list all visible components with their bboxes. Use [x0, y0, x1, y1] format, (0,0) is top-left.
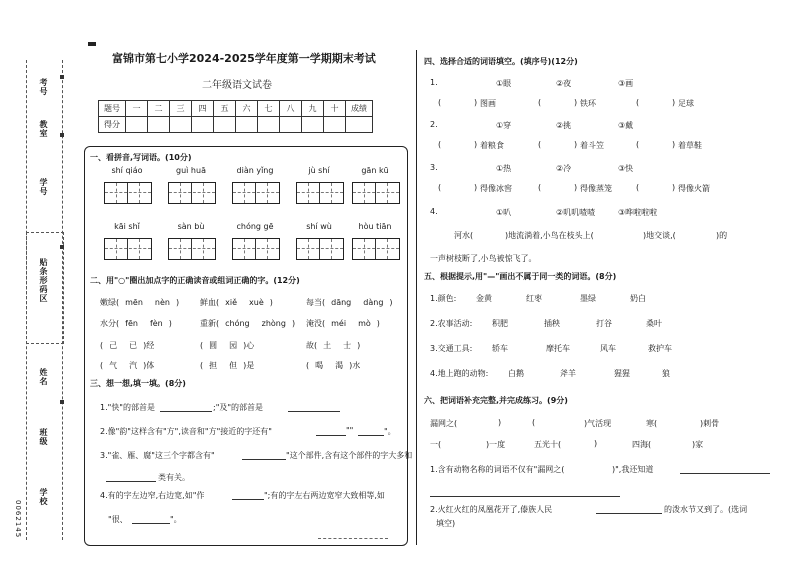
reading-choice-item	[100, 318, 172, 329]
pinyin-label: shí qiáo	[111, 166, 143, 175]
idiom-part: 寒(	[646, 419, 658, 428]
paren-blank[interactable]: )	[672, 183, 676, 192]
answer-line[interactable]	[680, 473, 770, 474]
choice-part: )是	[243, 361, 255, 370]
grid-guide-v	[331, 183, 332, 203]
grid-guide-v	[203, 239, 204, 259]
choice-part: )	[376, 319, 380, 328]
grid-guide-v	[267, 183, 268, 203]
binding-label-kaohao: 考号	[39, 78, 48, 96]
score-cell[interactable]	[302, 117, 324, 133]
pinyin-label: shí wù	[306, 222, 332, 231]
score-header-cell: 一	[126, 101, 148, 117]
choice-part[interactable]: 喝	[315, 361, 324, 370]
pinyin-label: guì huā	[176, 166, 206, 175]
q3-1-text-a: 1."快"的部首是	[100, 403, 155, 412]
reading-choice-item	[100, 297, 179, 308]
choice-part: (	[306, 361, 310, 370]
item-number: 2.	[430, 120, 438, 129]
score-cell[interactable]	[192, 117, 214, 133]
choice-part: 嫩绿(	[100, 298, 120, 307]
reading-choice-item	[100, 360, 154, 371]
category-label: 1.颜色:	[430, 294, 457, 303]
grid-guide-h	[297, 192, 343, 193]
choice-part[interactable]: 担	[209, 361, 218, 370]
grid-guide-v	[244, 239, 245, 259]
q3-3-text-a: 3."雀、雁、腐"这三个字都含有"	[100, 451, 215, 460]
score-cell[interactable]	[148, 117, 170, 133]
score-cell[interactable]	[170, 117, 192, 133]
paren-blank[interactable]: )	[672, 140, 676, 149]
pinyin-label: sàn bù	[177, 222, 205, 231]
score-cell[interactable]	[258, 117, 280, 133]
choice-part: )经	[143, 341, 155, 350]
q3-2-text-b: ""	[346, 426, 354, 435]
score-header-cell: 四	[192, 101, 214, 117]
answer-line[interactable]	[288, 411, 340, 412]
binding-dot	[60, 400, 64, 404]
choice-part[interactable]: 士	[343, 341, 352, 350]
tianzi-grid[interactable]	[296, 182, 344, 204]
paren-blank[interactable]: )	[574, 183, 578, 192]
section4-title: 四、选择合适的词语填空。(填序号)(12分)	[424, 57, 578, 66]
section3-title: 三、想一想,填一填。(8分)	[90, 379, 186, 388]
score-row-label: 得分	[99, 117, 126, 133]
paren-blank[interactable]: (	[636, 140, 640, 149]
score-table	[98, 100, 373, 133]
option-label: ②挑	[556, 121, 572, 130]
paren-blank[interactable]: (	[538, 183, 542, 192]
choice-part: 淹没(	[306, 319, 326, 328]
answer-line[interactable]	[430, 496, 620, 497]
paren-blank[interactable]: )	[672, 98, 676, 107]
choice-part[interactable]: nèn	[154, 298, 170, 307]
grid-guide-v	[180, 183, 181, 203]
q6-2-text-a: 2.火红火红的凤凰花开了,傣族人民	[430, 505, 553, 514]
blank-word: 铁环	[580, 99, 596, 108]
grid-guide-v	[364, 183, 365, 203]
score-header-cell: 九	[302, 101, 324, 117]
choice-part[interactable]: zhòng	[261, 319, 286, 328]
answer-line[interactable]	[358, 435, 384, 436]
idiom-part: 五光十(	[534, 440, 562, 449]
paren-blank[interactable]: (	[636, 98, 640, 107]
score-header-cell: 三	[170, 101, 192, 117]
paren-blank[interactable]: (	[538, 98, 542, 107]
choice-part[interactable]: chóng	[225, 319, 250, 328]
q6-1-text-a: 1.含有动物名称的词语不仅有"漏网之(	[430, 465, 565, 474]
choice-part: (	[100, 341, 104, 350]
choice-part[interactable]: 己	[109, 341, 118, 350]
q6-2-text-c: 填空)	[436, 519, 456, 528]
score-header-cell: 题号	[99, 101, 126, 117]
blank-word: 足球	[678, 99, 694, 108]
q6-1-text-b: )",我还知道	[612, 465, 654, 474]
choice-part: 鲜血(	[200, 298, 220, 307]
q3-4-text-b: ";有的字左右两边宽窄大致相等,如	[264, 491, 385, 500]
category-word[interactable]: 奶白	[630, 294, 646, 303]
score-cell[interactable]	[236, 117, 258, 133]
blank-word: 着草鞋	[678, 141, 702, 150]
grid-guide-h	[233, 192, 279, 193]
reading-choice-item	[200, 360, 254, 371]
q3-1-text-b: ;"及"的部首是	[213, 403, 264, 412]
option-label: ③快	[618, 164, 634, 173]
choice-part[interactable]: fèn	[149, 319, 163, 328]
q3-4-text-a: 4.有的字左边窄,右边宽,如"作	[100, 491, 205, 500]
score-header-cell: 成绩	[346, 101, 373, 117]
grid-guide-h	[233, 248, 279, 249]
exam-subtitle: 二年级语文试卷	[202, 80, 272, 91]
grid-guide-h	[297, 248, 343, 249]
score-header-cell: 十	[324, 101, 346, 117]
grid-guide-h	[353, 192, 399, 193]
idiom-part: 一(	[430, 440, 442, 449]
q4-4-text-a: 河水(	[454, 231, 474, 240]
category-word[interactable]: 摩托车	[546, 344, 570, 353]
grid-guide-v	[267, 239, 268, 259]
column-divider	[416, 50, 418, 545]
choice-part[interactable]: 汽	[129, 361, 138, 370]
item-number: 3.	[430, 163, 438, 172]
section2-title: 二、用"○"圈出加点字的正确读音或组词正确的字。(12分)	[90, 276, 300, 285]
choice-part: (	[200, 361, 204, 370]
answer-line[interactable]	[596, 513, 662, 514]
q6-2-text-b: 的泼水节又到了。(选词	[664, 505, 748, 514]
barcode-zone-label: 贴条形码区	[39, 258, 48, 303]
choice-part[interactable]: méi	[331, 319, 347, 328]
category-word[interactable]: 红枣	[526, 294, 542, 303]
choice-part[interactable]: dāng	[331, 298, 352, 307]
section6-title: 六、把词语补充完整,并完成练习。(9分)	[424, 396, 568, 405]
tianzi-grid[interactable]	[168, 182, 216, 204]
choice-part[interactable]: 圆	[209, 341, 218, 350]
option-label: ③哗啦啦啦	[618, 208, 658, 217]
q3-4-text-c: "很、	[108, 515, 128, 524]
score-cell[interactable]	[280, 117, 302, 133]
item-number: 4.	[430, 207, 438, 216]
reading-choice-item	[306, 318, 380, 329]
tianzi-grid[interactable]	[296, 238, 344, 260]
category-word[interactable]: 打谷	[596, 319, 612, 328]
option-label: ②夜	[556, 79, 572, 88]
grid-guide-v	[387, 183, 388, 203]
paren-blank[interactable]: (	[538, 140, 542, 149]
choice-part: 水分(	[100, 319, 120, 328]
corner-mark	[88, 42, 96, 46]
category-word[interactable]: 积肥	[492, 319, 508, 328]
choice-part: (	[100, 361, 104, 370]
binding-dot	[60, 245, 64, 249]
category-word[interactable]: 插秧	[544, 319, 560, 328]
item-number: 1.	[430, 78, 438, 87]
tianzi-grid[interactable]	[104, 182, 152, 204]
answer-line[interactable]	[132, 523, 170, 524]
score-header-cell: 八	[280, 101, 302, 117]
binding-label-student-id: 学号	[39, 178, 48, 196]
grid-guide-v	[308, 183, 309, 203]
grid-guide-h	[105, 192, 151, 193]
grid-guide-v	[244, 183, 245, 203]
choice-part: 故(	[306, 341, 318, 350]
category-label: 4.地上跑的动物:	[430, 369, 489, 378]
grid-guide-v	[308, 239, 309, 259]
score-cell[interactable]	[126, 117, 148, 133]
idiom-part: 四海(	[632, 440, 652, 449]
score-header-cell: 六	[236, 101, 258, 117]
choice-part: )	[389, 298, 393, 307]
q3-4-text-d: "。	[170, 515, 182, 524]
grid-guide-h	[353, 248, 399, 249]
pinyin-label: diàn yǐng	[236, 166, 274, 175]
reading-choice-item	[100, 340, 154, 351]
binding-label-class: 班级	[39, 428, 48, 446]
choice-part[interactable]: 但	[229, 361, 238, 370]
category-word[interactable]: 风车	[600, 344, 616, 353]
score-header-cell: 七	[258, 101, 280, 117]
paren-blank[interactable]: )	[474, 98, 478, 107]
grid-guide-v	[139, 183, 140, 203]
choice-part[interactable]: 已	[129, 341, 138, 350]
choice-part: 重新(	[200, 319, 220, 328]
option-label: ②叽叽喳喳	[556, 208, 596, 217]
paren-blank[interactable]: (	[438, 183, 442, 192]
reading-choice-item	[200, 297, 273, 308]
blank-word: 着粮食	[480, 141, 504, 150]
idiom-part: )家	[692, 440, 704, 449]
reading-choice-item	[200, 318, 295, 329]
blank-word: 得像冰窖	[480, 184, 512, 193]
choice-part: )	[168, 319, 172, 328]
idiom-part: )	[594, 439, 598, 448]
q3-2-text-a: 2.像"韵"这样含有"方",读音和"方"接近的字还有"	[100, 427, 272, 436]
pinyin-label: hòu tiān	[358, 222, 392, 231]
category-word[interactable]: 墨绿	[580, 294, 596, 303]
choice-part: )	[357, 341, 361, 350]
category-word[interactable]: 斧羊	[560, 369, 576, 378]
blank-word: 着斗笠	[580, 141, 604, 150]
exam-title: 富锦市第七小学2024-2025学年度第一学期期末考试	[112, 52, 376, 65]
paren-blank[interactable]: (	[438, 140, 442, 149]
choice-part[interactable]: dàng	[363, 298, 384, 307]
choice-part: )	[175, 298, 180, 307]
category-word[interactable]: 轿车	[492, 344, 508, 353]
choice-part[interactable]: xiě	[225, 298, 238, 307]
option-label: ③画	[618, 79, 634, 88]
category-label: 3.交通工具:	[430, 344, 473, 353]
grid-guide-v	[387, 239, 388, 259]
choice-part: )水	[349, 361, 361, 370]
answer-line[interactable]	[242, 459, 286, 460]
grid-guide-h	[169, 192, 215, 193]
answer-line[interactable]	[232, 499, 264, 500]
answer-line[interactable]	[316, 435, 346, 436]
choice-part[interactable]: 土	[323, 341, 332, 350]
reading-choice-item	[306, 360, 360, 371]
blank-word: 得像蒸笼	[580, 184, 612, 193]
score-cell[interactable]	[346, 117, 373, 133]
tianzi-grid[interactable]	[232, 238, 280, 260]
paren-blank[interactable]: )	[574, 140, 578, 149]
idiom-part: 漏网之(	[430, 419, 458, 428]
paren-blank[interactable]: (	[438, 98, 442, 107]
option-label: ③戴	[618, 121, 634, 130]
choice-part: (	[200, 341, 204, 350]
tianzi-grid[interactable]	[168, 238, 216, 260]
scan-artifact-line	[318, 538, 388, 539]
grid-guide-h	[169, 248, 215, 249]
pinyin-label: gān kū	[361, 166, 389, 175]
pinyin-label: chóng gē	[236, 222, 274, 231]
category-word[interactable]: 桑叶	[646, 319, 662, 328]
choice-part: 每当(	[306, 298, 326, 307]
score-header-cell: 二	[148, 101, 170, 117]
binding-label-name: 姓名	[39, 368, 48, 386]
option-label: ②冷	[556, 164, 572, 173]
choice-part[interactable]: xuè	[249, 298, 264, 307]
choice-part[interactable]: 渴	[335, 361, 344, 370]
option-label: ①热	[496, 164, 512, 173]
reading-choice-item	[306, 340, 360, 351]
grid-guide-v	[203, 183, 204, 203]
idiom-part: )一度	[486, 440, 506, 449]
tianzi-grid[interactable]	[352, 238, 400, 260]
paren-blank[interactable]: )	[574, 98, 578, 107]
choice-part: )体	[143, 361, 155, 370]
category-word[interactable]: 白鹅	[508, 369, 524, 378]
reading-choice-item	[200, 340, 254, 351]
choice-part[interactable]: 气	[109, 361, 118, 370]
section5-title: 五、根据提示,用"—"画出不属于同一类的词语。(8分)	[424, 272, 617, 281]
category-word[interactable]: 猩猩	[614, 369, 630, 378]
pinyin-label: jù shí	[308, 166, 330, 175]
grid-guide-v	[116, 239, 117, 259]
answer-line[interactable]	[106, 481, 156, 482]
q4-4-text-b: )地流淌着,小鸟在枝头上(	[505, 231, 594, 240]
q4-4-text-e: 一声树枝断了,小鸟被惊飞了。	[430, 254, 537, 263]
q4-4-text-d: )的	[716, 231, 728, 240]
paren-blank[interactable]: )	[474, 140, 478, 149]
paren-blank[interactable]: )	[474, 183, 478, 192]
choice-part: )	[291, 319, 296, 328]
choice-part[interactable]: fēn	[125, 319, 138, 328]
binding-dot	[60, 75, 64, 79]
category-word[interactable]: 金黄	[476, 294, 492, 303]
paren-blank[interactable]: (	[636, 183, 640, 192]
blank-word: 图画	[480, 99, 496, 108]
tianzi-grid[interactable]	[232, 182, 280, 204]
category-word[interactable]: 狼	[662, 369, 670, 378]
option-label: ①穿	[496, 121, 512, 130]
option-label: ①叭	[496, 208, 512, 217]
idiom-part: )刺骨	[700, 419, 720, 428]
idiom-part: (	[532, 418, 536, 427]
grid-guide-v	[364, 239, 365, 259]
q4-4-text-c: )地交谈,(	[643, 231, 676, 240]
blank-word: 得像火箭	[678, 184, 710, 193]
tianzi-grid[interactable]	[104, 238, 152, 260]
tianzi-grid[interactable]	[352, 182, 400, 204]
grid-guide-v	[139, 239, 140, 259]
score-cell[interactable]	[214, 117, 236, 133]
grid-guide-v	[180, 239, 181, 259]
barcode-number: 0062145	[14, 500, 22, 539]
answer-line[interactable]	[160, 411, 212, 412]
q3-3-text-c: 类有关。	[158, 473, 190, 482]
pinyin-label: kāi shǐ	[114, 222, 140, 231]
choice-part[interactable]: mēn	[125, 298, 143, 307]
category-word[interactable]: 救护车	[648, 344, 672, 353]
choice-part: )心	[243, 341, 255, 350]
q3-2-text-c: "。	[384, 427, 396, 436]
category-label: 2.农事活动:	[430, 319, 473, 328]
choice-part[interactable]: mò	[358, 319, 371, 328]
grid-guide-v	[116, 183, 117, 203]
choice-part[interactable]: 园	[229, 341, 238, 350]
grid-guide-v	[331, 239, 332, 259]
reading-choice-item	[306, 297, 393, 308]
binding-label-school: 学校	[39, 488, 48, 506]
section1-title: 一、看拼音,写词语。(10分)	[90, 153, 192, 162]
option-label: ①眼	[496, 79, 512, 88]
score-cell[interactable]	[324, 117, 346, 133]
score-header-cell: 五	[214, 101, 236, 117]
idiom-part: )气活现	[584, 419, 612, 428]
q3-3-text-b: "这个部件,含有这个部件的字大多和	[286, 451, 413, 460]
binding-dot	[60, 133, 64, 137]
choice-part: )	[269, 298, 273, 307]
idiom-part: )	[498, 418, 502, 427]
grid-guide-h	[105, 248, 151, 249]
binding-label-classroom: 教室	[39, 120, 48, 138]
